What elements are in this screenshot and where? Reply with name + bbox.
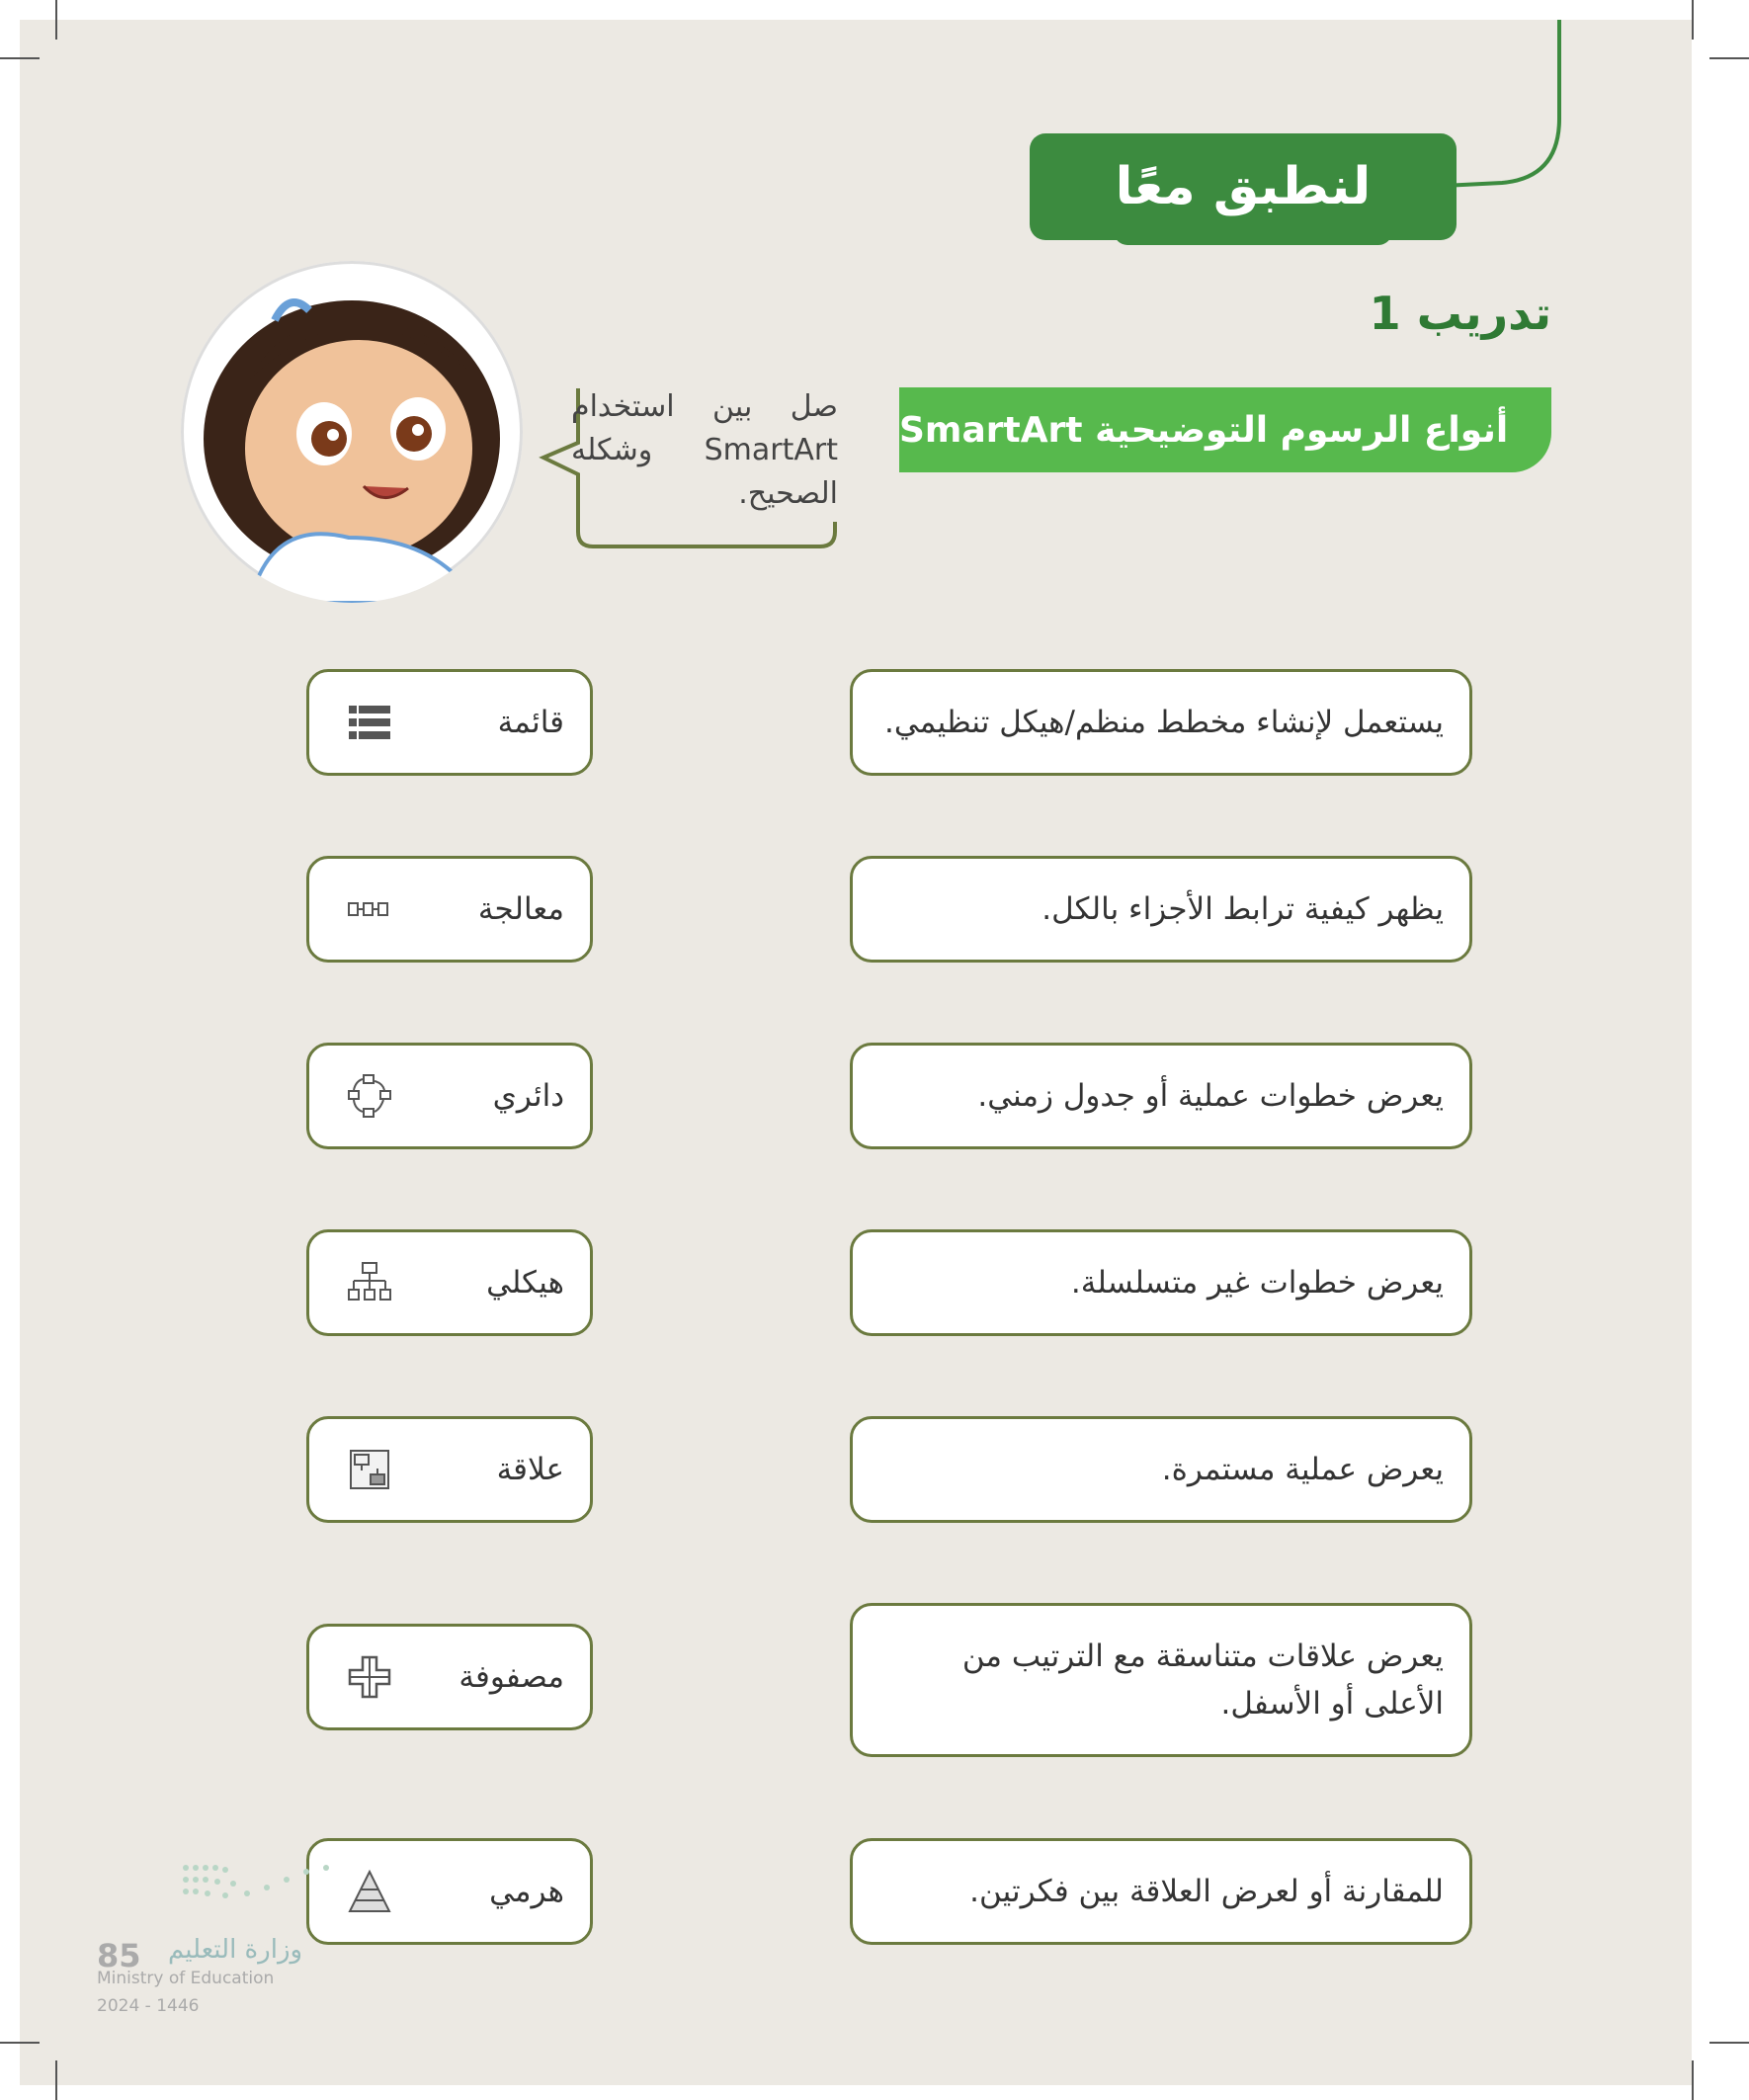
type-box-relationship[interactable] <box>306 1416 593 1523</box>
type-label: دائري <box>492 1078 564 1114</box>
ministry-name-ar: وزارة التعليم <box>168 1935 303 1965</box>
description-text: يعرض علاقات متناسقة مع الترتيب من الأعلى أو الأسفل. <box>961 1638 1444 1722</box>
description-box[interactable] <box>850 1416 1472 1523</box>
type-box-cycle[interactable] <box>306 1043 593 1149</box>
process-icon <box>347 886 392 932</box>
matrix-icon <box>347 1654 392 1700</box>
training-title: تدريب 1 <box>1369 287 1551 340</box>
cycle-icon <box>347 1073 392 1119</box>
description-text: للمقارنة أو لعرض العلاقة بين فكرتين. <box>969 1874 1444 1909</box>
crop-mark <box>1692 2060 1694 2100</box>
crop-mark <box>55 0 57 40</box>
section-title: أنواع الرسوم التوضيحية SmartArt <box>899 387 1551 472</box>
description-box[interactable] <box>850 1043 1472 1149</box>
type-box-hierarchy[interactable] <box>306 1229 593 1336</box>
type-label: مصفوفة <box>458 1659 564 1695</box>
type-label: قائمة <box>497 705 564 740</box>
description-box[interactable] <box>850 669 1472 776</box>
crop-mark <box>0 57 40 59</box>
hierarchy-icon <box>347 1260 392 1305</box>
description-text: يظهر كيفية ترابط الأجزاء بالكل. <box>1041 891 1444 927</box>
page-title: لنطبق معًا <box>1030 133 1457 240</box>
instruction-text: صل بين استخدام SmartArt وشكله الصحيح. <box>571 389 838 511</box>
crop-mark <box>1692 0 1694 40</box>
description-box[interactable] <box>850 1838 1472 1945</box>
crop-mark <box>0 2042 40 2044</box>
academic-year: 2024 - 1446 <box>97 1996 200 2016</box>
description-text: يعرض خطوات عملية أو جدول زمني. <box>977 1078 1444 1114</box>
crop-mark <box>1709 57 1749 59</box>
description-box[interactable] <box>850 1229 1472 1336</box>
description-box[interactable] <box>850 856 1472 963</box>
type-label: هيكلي <box>486 1265 564 1301</box>
description-text: يعرض خطوات غير متسلسلة. <box>1070 1265 1444 1301</box>
type-box-matrix[interactable] <box>306 1624 593 1730</box>
description-text: يستعمل لإنشاء مخطط منظم/هيكل تنظيمي. <box>883 705 1444 740</box>
type-box-process[interactable] <box>306 856 593 963</box>
crop-mark <box>55 2060 57 2100</box>
type-label: علاقة <box>496 1452 564 1487</box>
type-box-list[interactable] <box>306 669 593 776</box>
type-label: معالجة <box>477 891 564 927</box>
ministry-name-en: Ministry of Education <box>97 1969 275 1988</box>
type-label: هرمي <box>489 1874 564 1909</box>
avatar <box>181 261 523 603</box>
description-text: يعرض عملية مستمرة. <box>1161 1452 1444 1487</box>
ministry-logo-icon <box>178 1858 356 1917</box>
girl-character-icon <box>181 261 523 603</box>
list-icon <box>347 700 392 745</box>
crop-mark <box>1709 2042 1749 2044</box>
relationship-icon <box>347 1447 392 1492</box>
page-number: 85 <box>97 1937 141 1974</box>
description-box[interactable] <box>850 1603 1472 1757</box>
